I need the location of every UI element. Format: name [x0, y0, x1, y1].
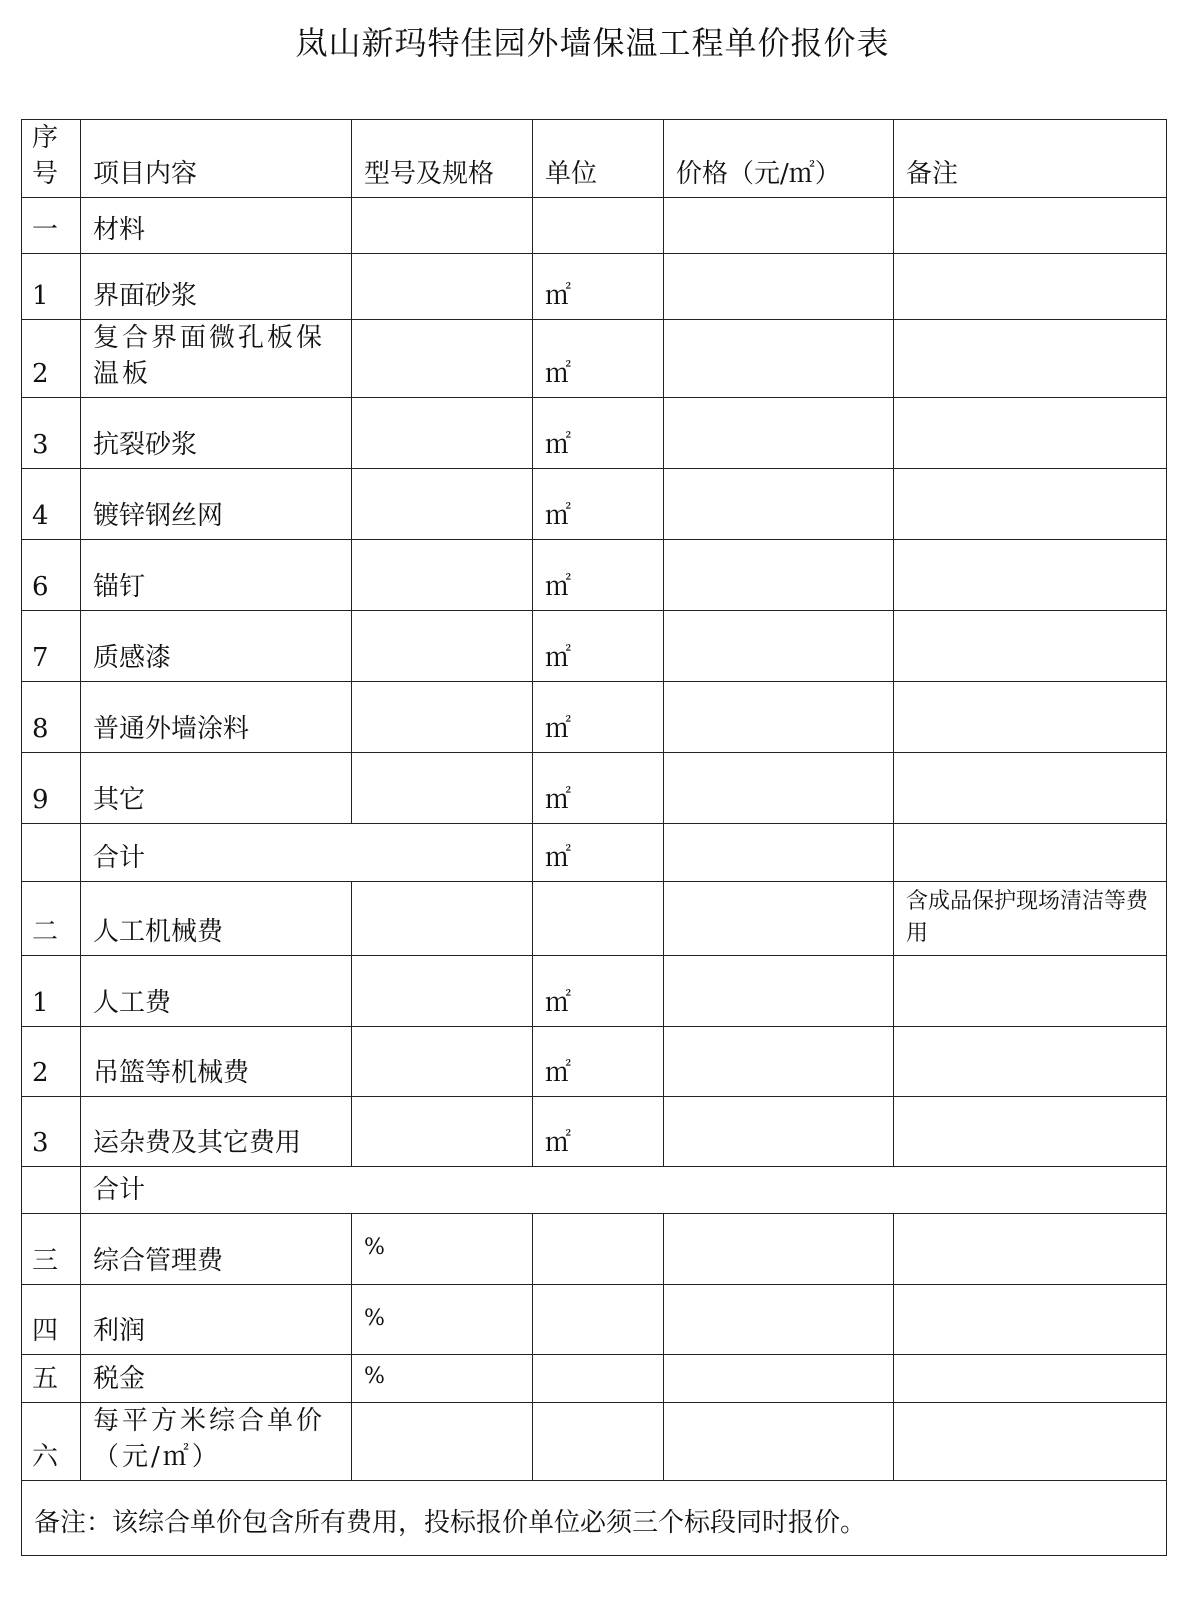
- row-seq: [22, 1167, 81, 1214]
- row-item: 抗裂砂浆: [81, 398, 352, 469]
- page-title: 岚山新玛特佳园外墙保温工程单价报价表: [295, 24, 890, 62]
- row-spec: [352, 1403, 533, 1481]
- row-seq: 三: [22, 1214, 81, 1285]
- row-item: 运杂费及其它费用: [81, 1097, 352, 1167]
- row-item: 吊篮等机械费: [81, 1027, 352, 1097]
- row-note: [894, 469, 1167, 540]
- row-note: 含成品保护现场清洁等费用: [894, 882, 1167, 956]
- row-spec: [352, 198, 533, 254]
- row-seq: 四: [22, 1285, 81, 1355]
- header-note: 备注: [894, 120, 1167, 198]
- subtotal-row: [22, 824, 1167, 882]
- row-note: [894, 611, 1167, 682]
- row-seq: 六: [22, 1403, 81, 1481]
- row-unit: ㎡: [533, 540, 664, 611]
- table-row: [22, 469, 1167, 540]
- table-row: [22, 682, 1167, 753]
- table-row: [22, 1214, 1167, 1285]
- row-spec: %: [352, 1355, 533, 1403]
- table-row: [22, 1027, 1167, 1097]
- row-note: [894, 1403, 1167, 1481]
- row-note: [894, 1027, 1167, 1097]
- row-price: [664, 611, 894, 682]
- row-item: 镀锌钢丝网: [81, 469, 352, 540]
- table-row: [22, 1285, 1167, 1355]
- quote-table: [21, 119, 1167, 1556]
- row-seq: 3: [22, 398, 81, 469]
- row-price: [664, 682, 894, 753]
- row-unit: ㎡: [533, 1027, 664, 1097]
- row-seq: 五: [22, 1355, 81, 1403]
- row-seq: 一: [22, 198, 81, 254]
- row-seq: 1: [22, 956, 81, 1027]
- table-row: [22, 320, 1167, 398]
- row-price: [664, 540, 894, 611]
- row-unit: ㎡: [533, 824, 664, 882]
- row-item: 合计: [81, 1167, 1167, 1214]
- row-item: 每平方米综合单价（元/㎡）: [81, 1403, 352, 1481]
- row-price: [664, 1097, 894, 1167]
- row-unit: ㎡: [533, 1097, 664, 1167]
- row-item: 合计: [81, 824, 533, 882]
- table-row: [22, 753, 1167, 824]
- header-seq: 序号: [22, 120, 81, 198]
- row-note: [894, 398, 1167, 469]
- row-unit: [533, 198, 664, 254]
- row-seq: 二: [22, 882, 81, 956]
- row-price: [664, 1214, 894, 1285]
- row-price: [664, 1355, 894, 1403]
- row-price: [664, 1285, 894, 1355]
- row-note: [894, 1285, 1167, 1355]
- row-seq: 3: [22, 1097, 81, 1167]
- row-unit: [533, 882, 664, 956]
- row-unit: [533, 1214, 664, 1285]
- row-price: [664, 398, 894, 469]
- header-unit: 单位: [533, 120, 664, 198]
- row-unit: ㎡: [533, 956, 664, 1027]
- table-row: [22, 882, 1167, 956]
- header-item: 项目内容: [81, 120, 352, 198]
- row-price: [664, 469, 894, 540]
- header-price: 价格（元/㎡）: [664, 120, 894, 198]
- row-note: [894, 1214, 1167, 1285]
- table-row: [22, 540, 1167, 611]
- row-item: 利润: [81, 1285, 352, 1355]
- row-note: [894, 682, 1167, 753]
- footer-row: [22, 1481, 1167, 1556]
- subtotal-row: [22, 1167, 1167, 1214]
- row-note: [894, 956, 1167, 1027]
- header-spec: 型号及规格: [352, 120, 533, 198]
- row-spec: [352, 611, 533, 682]
- row-spec: [352, 320, 533, 398]
- row-item: 综合管理费: [81, 1214, 352, 1285]
- row-seq: 8: [22, 682, 81, 753]
- table-row: [22, 956, 1167, 1027]
- row-spec: [352, 540, 533, 611]
- row-price: [664, 824, 894, 882]
- row-seq: 2: [22, 320, 81, 398]
- row-note: [894, 1097, 1167, 1167]
- row-item: 锚钉: [81, 540, 352, 611]
- row-item: 其它: [81, 753, 352, 824]
- row-item: 人工费: [81, 956, 352, 1027]
- row-unit: ㎡: [533, 611, 664, 682]
- row-price: [664, 753, 894, 824]
- table-row: [22, 1403, 1167, 1481]
- table-row: [22, 611, 1167, 682]
- row-spec: [352, 682, 533, 753]
- row-item: 人工机械费: [81, 882, 352, 956]
- row-unit: ㎡: [533, 254, 664, 320]
- row-spec: [352, 1027, 533, 1097]
- table-row: [22, 1355, 1167, 1403]
- row-spec: %: [352, 1285, 533, 1355]
- row-spec: [352, 1097, 533, 1167]
- row-item: 复合界面微孔板保温板: [81, 320, 352, 398]
- row-item: 材料: [81, 198, 352, 254]
- row-price: [664, 198, 894, 254]
- row-note: [894, 1355, 1167, 1403]
- row-unit: ㎡: [533, 469, 664, 540]
- row-spec: [352, 956, 533, 1027]
- row-spec: [352, 398, 533, 469]
- row-note: [894, 824, 1167, 882]
- row-unit: ㎡: [533, 682, 664, 753]
- row-seq: 1: [22, 254, 81, 320]
- row-unit: ㎡: [533, 753, 664, 824]
- row-note: [894, 753, 1167, 824]
- row-item: 界面砂浆: [81, 254, 352, 320]
- table-row: [22, 1097, 1167, 1167]
- row-spec: [352, 753, 533, 824]
- row-note: [894, 320, 1167, 398]
- row-item: 税金: [81, 1355, 352, 1403]
- table-row: [22, 254, 1167, 320]
- row-price: [664, 254, 894, 320]
- row-price: [664, 956, 894, 1027]
- row-unit: [533, 1355, 664, 1403]
- row-seq: 6: [22, 540, 81, 611]
- row-price: [664, 1403, 894, 1481]
- row-spec: [352, 882, 533, 956]
- row-unit: ㎡: [533, 320, 664, 398]
- row-seq: [22, 824, 81, 882]
- table-row: [22, 198, 1167, 254]
- table-row: [22, 398, 1167, 469]
- row-spec: %: [352, 1214, 533, 1285]
- row-price: [664, 882, 894, 956]
- header-row: [22, 120, 1167, 198]
- footer-note: 备注：该综合单价包含所有费用，投标报价单位必须三个标段同时报价。: [22, 1481, 1167, 1556]
- row-note: [894, 198, 1167, 254]
- row-unit: ㎡: [533, 398, 664, 469]
- row-item: 普通外墙涂料: [81, 682, 352, 753]
- row-price: [664, 1027, 894, 1097]
- row-seq: 7: [22, 611, 81, 682]
- row-seq: 2: [22, 1027, 81, 1097]
- row-spec: [352, 469, 533, 540]
- row-unit: [533, 1285, 664, 1355]
- row-seq: 9: [22, 753, 81, 824]
- row-item: 质感漆: [81, 611, 352, 682]
- row-spec: [352, 254, 533, 320]
- row-unit: [533, 1403, 664, 1481]
- row-note: [894, 540, 1167, 611]
- row-seq: 4: [22, 469, 81, 540]
- row-note: [894, 254, 1167, 320]
- row-price: [664, 320, 894, 398]
